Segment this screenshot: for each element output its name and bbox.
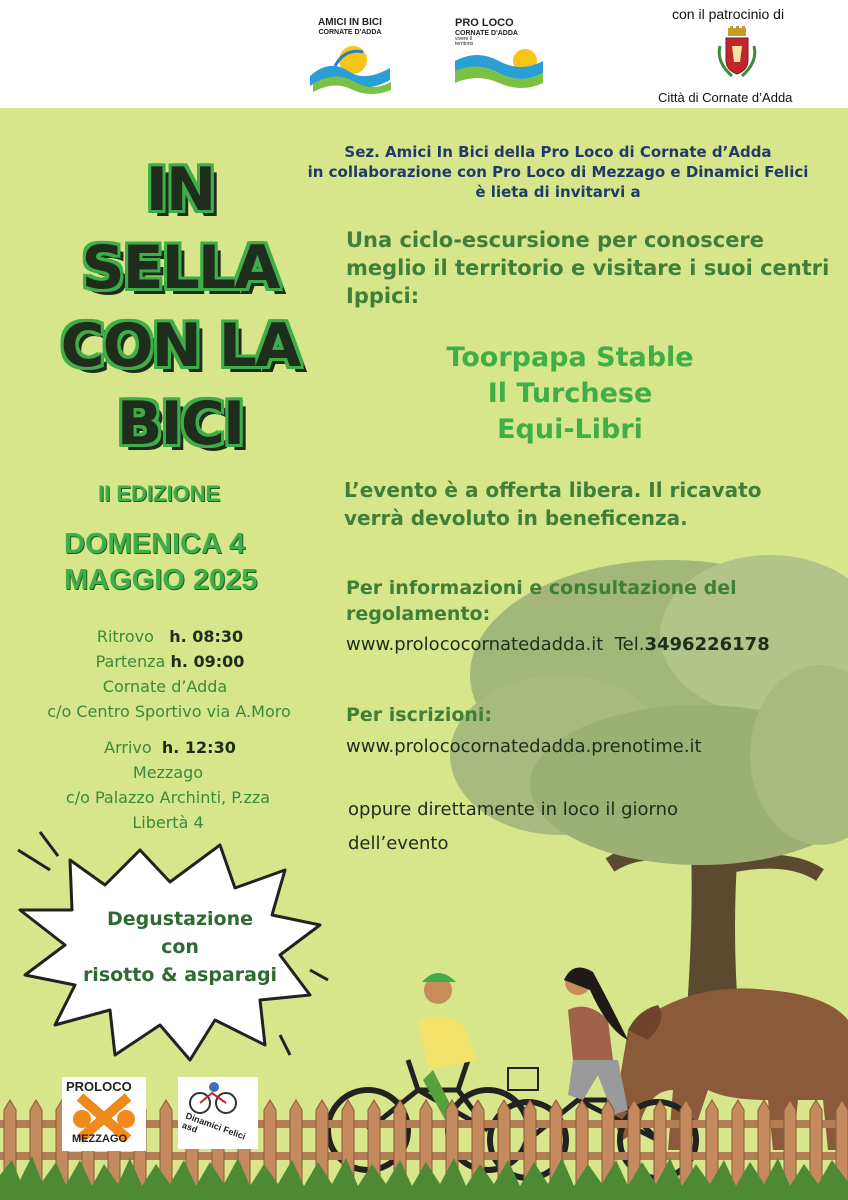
charity-text — [344, 476, 834, 532]
patronage-label: con il patrocinio di — [672, 6, 785, 22]
proloco-logo-line4: territorio — [455, 41, 474, 48]
pro-loco-cornate-logo — [455, 18, 550, 89]
info-line-2: regolamento: — [346, 603, 491, 625]
charity-line-2: verrà devoluto in beneficenza. — [344, 506, 688, 530]
place-3: Equi-Libri — [497, 414, 643, 445]
edition-label: II EDIZIONE — [98, 481, 221, 506]
schedule-arrivo — [20, 735, 320, 760]
mezzago-logo-line2: MEZZAGO — [72, 1133, 127, 1145]
proloco-logo-line1: PRO LOCO — [455, 17, 514, 29]
amici-logo-graphic — [305, 38, 395, 96]
info-line-1: Per informazioni e consultazione del — [346, 577, 737, 599]
info-url-link[interactable]: www.prolococornatedadda.it — [346, 634, 604, 655]
amici-logo-line2: CORNATE D'ADDA — [318, 28, 382, 36]
partenza-label: Partenza — [95, 652, 166, 671]
place-2: Il Turchese — [487, 378, 653, 409]
registration-url-link[interactable]: www.prolococornatedadda.prenotime.it — [346, 736, 702, 757]
title-line-1: IN — [145, 155, 215, 225]
end-place: Mezzago — [132, 763, 204, 782]
burst-line-3: risotto & asparagi — [82, 964, 278, 986]
ritrovo-label: Ritrovo — [96, 627, 154, 646]
tel-label: Tel. — [614, 634, 645, 655]
arrivo-time: h. 12:30 — [161, 738, 236, 757]
amici-in-bici-logo — [300, 18, 400, 96]
description-line-1: Una ciclo-escursione per conoscere — [346, 228, 765, 252]
proloco-mezzago-logo — [62, 1077, 146, 1151]
tel-number[interactable]: 3496226178 — [644, 634, 770, 655]
title-line-3: CON LA — [60, 311, 300, 381]
title-line-4: BICI — [116, 389, 244, 459]
intro-line-2: in collaborazione con Pro Loco di Mezzago e Dinamici Felici — [307, 163, 809, 181]
info-text — [346, 575, 836, 627]
charity-line-1: L’evento è a offerta libera. Il ricavato — [344, 478, 762, 502]
registration-alt-line-1: oppure direttamente in loco il giorno — [348, 799, 679, 820]
description-line-2: meglio il territorio e visitare i suoi centri — [346, 256, 830, 280]
burst-line-2: con — [161, 936, 199, 958]
city-crest-icon — [712, 26, 762, 84]
burst-line-1: Degustazione — [106, 908, 254, 930]
dinamici-logo-text: Dinamici Felici asd — [180, 1110, 247, 1142]
registration-alt-line-2: dell’evento — [348, 833, 449, 854]
intro-line-1: Sez. Amici In Bici della Pro Loco di Cornate d’Adda — [344, 143, 772, 161]
dinamici-felici-logo — [178, 1077, 258, 1149]
schedule-partenza — [20, 649, 320, 674]
intro-text — [298, 142, 818, 202]
description-line-3: Ippici: — [346, 284, 420, 308]
ritrovo-time: h. 08:30 — [169, 627, 244, 646]
title-line-2: SELLA — [81, 233, 279, 303]
date-line-2: MAGGIO 2025 — [64, 564, 258, 596]
place-1: Toorpapa Stable — [446, 342, 694, 373]
end-address-1: c/o Palazzo Archinti, P.zza — [65, 788, 271, 807]
proloco-logo-line3: vivere il — [455, 35, 472, 42]
start-place: Cornate d’Adda — [102, 677, 228, 696]
city-label: Città di Cornate d’Adda — [658, 90, 793, 105]
burst-text — [60, 905, 300, 989]
description-text — [346, 226, 836, 310]
start-address: c/o Centro Sportivo via A.Moro — [47, 702, 291, 721]
arrivo-label: Arrivo — [104, 738, 152, 757]
proloco-logo-line2: CORNATE D'ADDA — [455, 29, 518, 37]
end-address-2: Libertà 4 — [132, 813, 204, 832]
date-line-1: DOMENICA 4 — [64, 528, 245, 560]
amici-logo-line1: AMICI IN BICI — [318, 17, 382, 28]
registration-label: Per iscrizioni: — [346, 704, 493, 726]
schedule-ritrovo — [20, 624, 320, 649]
proloco-logo-graphic — [455, 45, 543, 89]
info-line — [346, 634, 842, 655]
partenza-time: h. 09:00 — [170, 652, 245, 671]
intro-line-3: è lieta di invitarvi a — [475, 183, 641, 201]
mezzago-logo-line1: PROLOCO — [66, 1079, 132, 1094]
